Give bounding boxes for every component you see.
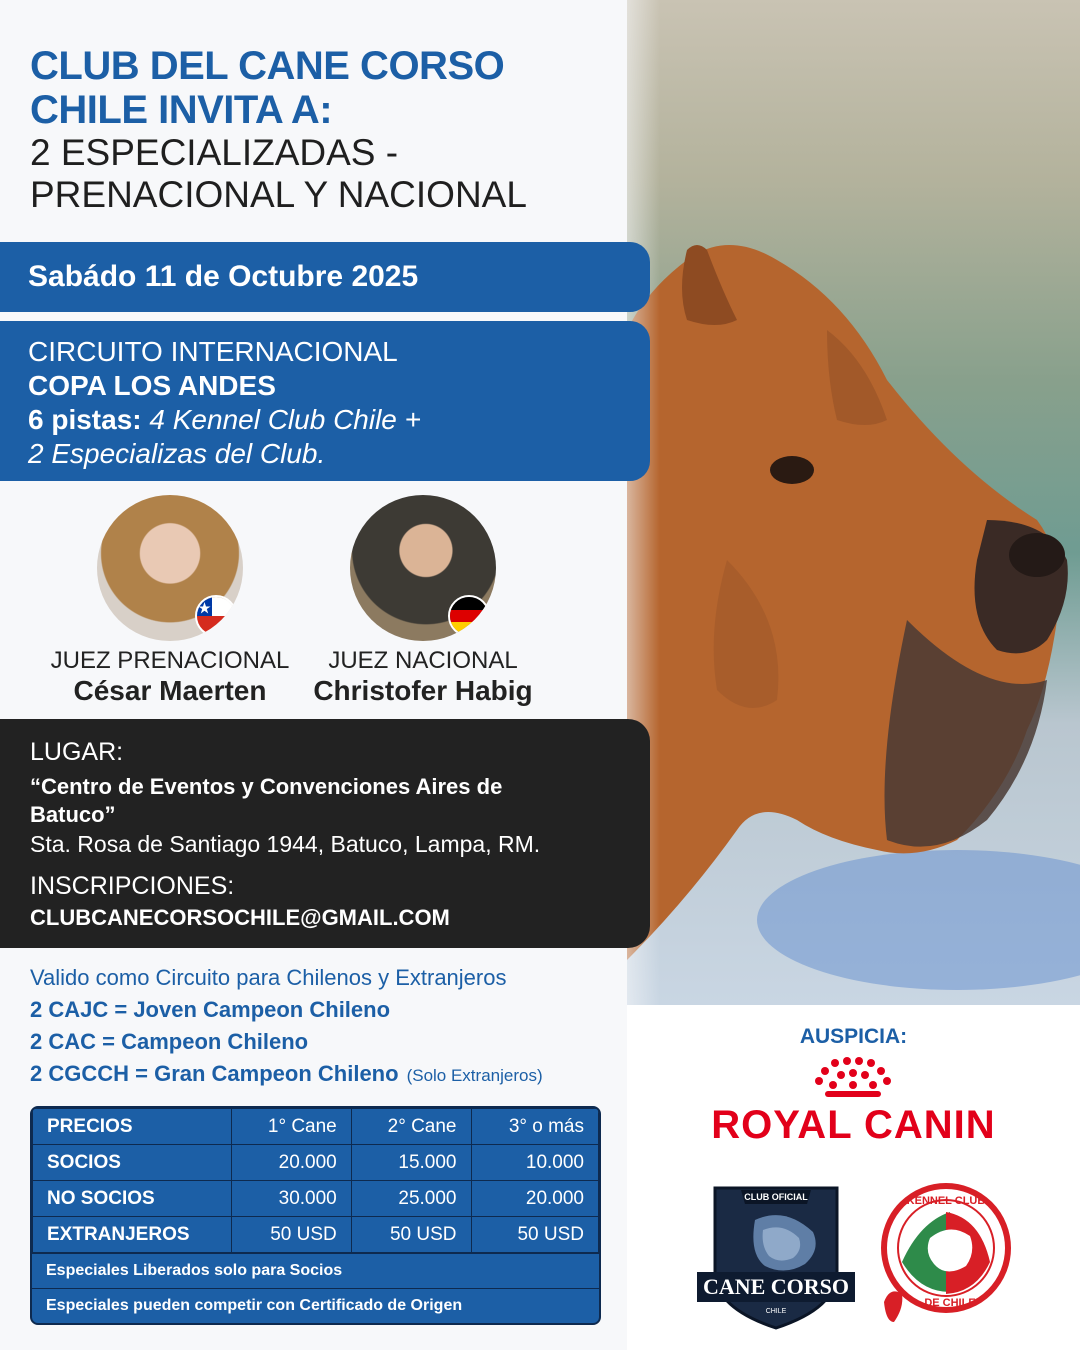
- venue-name: “Centro de Eventos y Convenciones Aires de Batuco”: [30, 774, 503, 827]
- judge-photo: [97, 495, 243, 641]
- validity-item-text: 2 CGCCH = Gran Campeon Chileno: [30, 1061, 399, 1086]
- kennel-club-chile-logo: [880, 1182, 1012, 1330]
- price-cell: 30.000: [232, 1181, 352, 1217]
- header-cell: 3° o más: [471, 1109, 599, 1145]
- price-footer-1: Especiales Liberados solo para Socios: [32, 1253, 599, 1288]
- event-date: Sabádo 11 de Octubre 2025: [0, 242, 650, 312]
- validity-lead: Valido como Circuito para Chilenos y Extranjeros: [30, 965, 507, 990]
- validity-info: [30, 962, 630, 1092]
- inscriptions-email[interactable]: CLUBCANECORSOCHILE@GMAIL.COM: [30, 905, 450, 930]
- table-header-row: [33, 1109, 599, 1145]
- circuit-line-4: 2 Especializas del Club.: [28, 438, 326, 469]
- header-cell: 1° Cane: [232, 1109, 352, 1145]
- judge-name: Christofer Habig: [313, 675, 533, 706]
- price-cell: 50 USD: [471, 1217, 599, 1253]
- row-label: EXTRANJEROS: [33, 1217, 232, 1253]
- venue-label: LUGAR:: [30, 738, 124, 766]
- club-name-text: CANE CORSO: [702, 1274, 850, 1299]
- validity-note: (Solo Extranjeros): [406, 1066, 543, 1085]
- title-line-1: CLUB DEL CANE CORSO: [30, 44, 505, 88]
- judge-prenacional: [40, 495, 300, 707]
- royal-canin-crown-icon: [805, 1057, 901, 1099]
- price-cell: 20.000: [471, 1181, 599, 1217]
- kennel-bottom-text: DE CHILE: [924, 1297, 976, 1309]
- price-cell: 50 USD: [351, 1217, 471, 1253]
- inscriptions-label: INSCRIPCIONES:: [30, 872, 235, 900]
- circuit-name: COPA LOS ANDES: [28, 370, 276, 401]
- cane-corso-club-logo: [695, 1180, 857, 1332]
- venue-address: Sta. Rosa de Santiago 1944, Batuco, Lampa, RM.: [30, 831, 541, 857]
- club-sub-text: CHILE: [765, 1308, 787, 1315]
- price-footer-2: Especiales pueden competir con Certificado de Origen: [32, 1288, 599, 1323]
- title-line-2: CHILE INVITA A:: [30, 88, 333, 132]
- validity-item: 2 CAC = Campeon Chileno: [30, 1029, 309, 1054]
- title-line-4: PRENACIONAL Y NACIONAL: [30, 174, 527, 215]
- club-top-text: CLUB OFICIAL: [744, 1192, 808, 1202]
- price-cell: 20.000: [232, 1145, 352, 1181]
- sponsor-label: AUSPICIA:: [799, 1025, 908, 1048]
- event-title: [30, 44, 610, 216]
- kennel-top-text: KENNEL CLUB: [906, 1195, 986, 1207]
- price-cell: 25.000: [351, 1181, 471, 1217]
- judge-nacional: [293, 495, 553, 707]
- price-cell: 10.000: [471, 1145, 599, 1181]
- table-row: [33, 1145, 599, 1181]
- pistas-detail: 4 Kennel Club Chile +: [149, 404, 422, 435]
- judge-name: César Maerten: [73, 675, 267, 706]
- pistas-label: 6 pistas:: [28, 404, 142, 435]
- judge-photo: [350, 495, 496, 641]
- venue-panel: [0, 719, 650, 948]
- judge-role: JUEZ PRENACIONAL: [50, 647, 290, 674]
- header-cell: 2° Cane: [351, 1109, 471, 1145]
- dog-photo: [627, 0, 1080, 1005]
- table-row: [33, 1217, 599, 1253]
- germany-flag: [448, 595, 490, 637]
- row-label: SOCIOS: [33, 1145, 232, 1181]
- price-cell: 15.000: [351, 1145, 471, 1181]
- validity-item: [30, 1058, 630, 1092]
- table-row: [33, 1181, 599, 1217]
- chile-flag: [195, 595, 237, 637]
- title-line-3: 2 ESPECIALIZADAS -: [30, 132, 399, 173]
- validity-item: 2 CAJC = Joven Campeon Chileno: [30, 997, 391, 1022]
- price-table: [30, 1106, 601, 1325]
- circuit-info: [0, 321, 650, 481]
- price-cell: 50 USD: [232, 1217, 352, 1253]
- sponsor-panel: [627, 1005, 1080, 1350]
- circuit-line-1: CIRCUITO INTERNACIONAL: [28, 336, 398, 367]
- circuit-pistas: [28, 403, 650, 437]
- royal-canin-logo: ROYAL CANIN: [711, 1103, 996, 1147]
- judge-role: JUEZ NACIONAL: [328, 647, 518, 674]
- header-cell: PRECIOS: [33, 1109, 232, 1145]
- row-label: NO SOCIOS: [33, 1181, 232, 1217]
